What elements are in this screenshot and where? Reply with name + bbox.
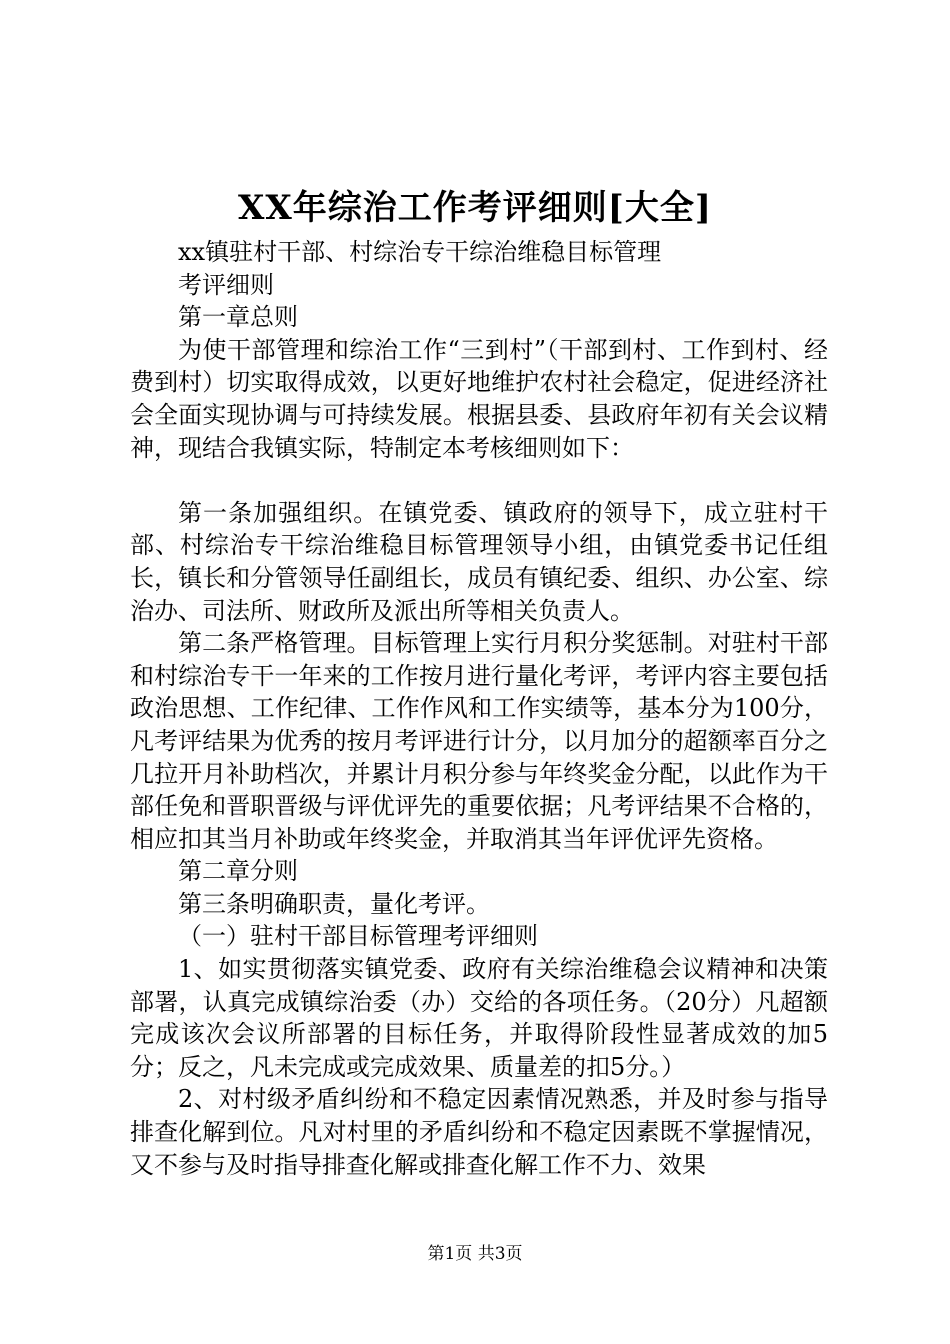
paragraph-article-2: 第二条严格管理。目标管理上实行月积分奖惩制。对驻村干部和村综治专干一年来的工作按月进行量化考评，考评内容主要包括政治思想、工作纪律、工作作风和工作实绩等，基本分为100分，凡考评结果为优秀的按月考评进行计分，以月加分的超额率百分之几拉开月补助档次，并累计月积分参与年终奖金分配，以此作为干部任免和晋职晋级与评优评先的重要依据；凡考评结果不合格的，相应扣其当月补助或年终奖金，并取消其当年评优评先资格。 [130, 629, 828, 853]
paragraph-subtitle-line-2: 考评细则 [178, 270, 274, 299]
document-title: XX年综治工作考评细则[大全] [238, 188, 712, 228]
paragraph-intro: 为使干部管理和综治工作“三到村”（干部到村、工作到村、经费到村）切实取得成效，以更好地维护农村社会稳定，促进经济社会全面实现协调与可持续发展。根据县委、县政府年初有关会议精神，现结合我镇实际，特制定本考核细则如下： [130, 335, 828, 462]
paragraph-article-3: 第三条明确职责，量化考评。 [178, 889, 490, 918]
document-body [130, 236, 828, 1181]
section-heading-1: （一）驻村干部目标管理考评细则 [178, 922, 538, 951]
paragraph-article-1: 第一条加强组织。在镇党委、镇政府的领导下，成立驻村干部、村综治专干综治维稳目标管理领导小组，由镇党委书记任组长，镇长和分管领导任副组长，成员有镇纪委、组织、办公室、综治办、司法所、财政所及派出所等相关负责人。 [130, 498, 828, 625]
paragraph-item-1: 1、如实贯彻落实镇党委、政府有关综治维稳会议精神和决策部署，认真完成镇综治委（办）交给的各项任务。（20分）凡超额完成该次会议所部署的目标任务，并取得阶段性显著成效的加5分；反之，凡未完成或完成效果、质量差的扣5分。） [130, 955, 828, 1081]
chapter-heading-1: 第一章总则 [178, 303, 298, 332]
chapter-heading-2: 第二章分则 [178, 857, 298, 886]
paragraph-item-2: 2、对村级矛盾纠纷和不稳定因素情况熟悉，并及时参与指导排查化解到位。凡对村里的矛盾纠纷和不稳定因素既不掌握情况，又不参与及时指导排查化解或排查化解工作不力、效果 [130, 1085, 828, 1179]
paragraph-subtitle-line-1: xx镇驻村干部、村综治专干综治维稳目标管理 [178, 238, 662, 266]
page-number: 第1页 共3页 [427, 1244, 523, 1264]
